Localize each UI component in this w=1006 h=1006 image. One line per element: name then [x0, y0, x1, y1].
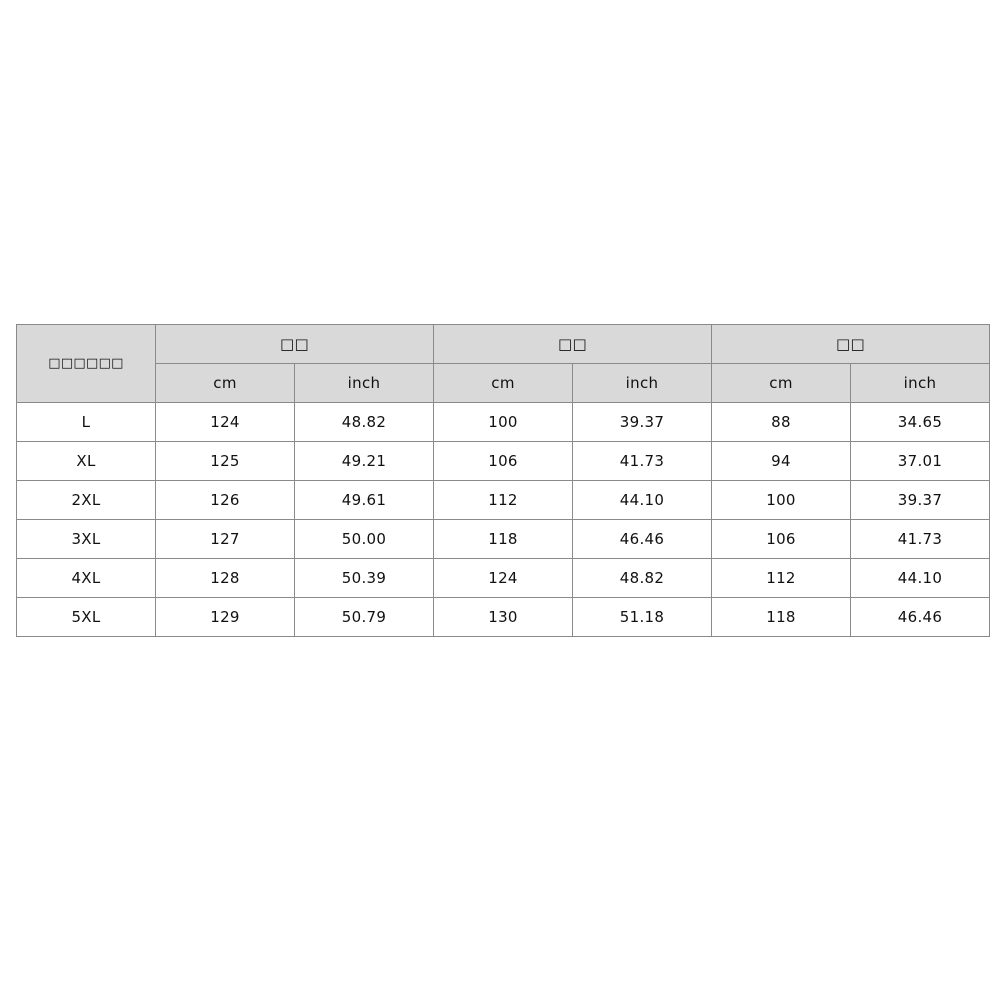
- value-cell: 94: [712, 442, 851, 481]
- value-cell: 88: [712, 403, 851, 442]
- group-header-cell: □□: [434, 325, 712, 364]
- unit-header-cell: cm: [434, 364, 573, 403]
- value-cell: 100: [712, 481, 851, 520]
- size-cell: XL: [17, 442, 156, 481]
- value-cell: 39.37: [851, 481, 990, 520]
- value-cell: 112: [712, 559, 851, 598]
- group-header-cell: □□: [156, 325, 434, 364]
- size-header-cell: □□□□□□: [17, 325, 156, 403]
- value-cell: 37.01: [851, 442, 990, 481]
- table-row: [17, 598, 990, 637]
- size-cell: 5XL: [17, 598, 156, 637]
- value-cell: 106: [712, 520, 851, 559]
- size-cell: 3XL: [17, 520, 156, 559]
- unit-header-cell: cm: [712, 364, 851, 403]
- value-cell: 49.61: [295, 481, 434, 520]
- table-row: [17, 442, 990, 481]
- value-cell: 129: [156, 598, 295, 637]
- value-cell: 51.18: [573, 598, 712, 637]
- value-cell: 46.46: [851, 598, 990, 637]
- size-cell: 4XL: [17, 559, 156, 598]
- value-cell: 41.73: [851, 520, 990, 559]
- value-cell: 130: [434, 598, 573, 637]
- value-cell: 127: [156, 520, 295, 559]
- size-cell: L: [17, 403, 156, 442]
- value-cell: 124: [434, 559, 573, 598]
- value-cell: 128: [156, 559, 295, 598]
- group-header-cell: □□: [712, 325, 990, 364]
- table-row: [17, 481, 990, 520]
- table-header-row-groups: [17, 325, 990, 364]
- value-cell: 48.82: [295, 403, 434, 442]
- value-cell: 126: [156, 481, 295, 520]
- value-cell: 34.65: [851, 403, 990, 442]
- table-row: [17, 559, 990, 598]
- value-cell: 124: [156, 403, 295, 442]
- unit-header-cell: cm: [156, 364, 295, 403]
- value-cell: 106: [434, 442, 573, 481]
- table-row: [17, 520, 990, 559]
- value-cell: 118: [712, 598, 851, 637]
- value-cell: 100: [434, 403, 573, 442]
- value-cell: 50.00: [295, 520, 434, 559]
- value-cell: 50.39: [295, 559, 434, 598]
- value-cell: 41.73: [573, 442, 712, 481]
- value-cell: 44.10: [573, 481, 712, 520]
- table-header-row-units: [17, 364, 990, 403]
- value-cell: 48.82: [573, 559, 712, 598]
- table-row: [17, 403, 990, 442]
- value-cell: 50.79: [295, 598, 434, 637]
- value-cell: 112: [434, 481, 573, 520]
- value-cell: 125: [156, 442, 295, 481]
- value-cell: 46.46: [573, 520, 712, 559]
- value-cell: 118: [434, 520, 573, 559]
- value-cell: 49.21: [295, 442, 434, 481]
- value-cell: 44.10: [851, 559, 990, 598]
- unit-header-cell: inch: [295, 364, 434, 403]
- unit-header-cell: inch: [851, 364, 990, 403]
- value-cell: 39.37: [573, 403, 712, 442]
- size-cell: 2XL: [17, 481, 156, 520]
- size-chart-table: [16, 324, 990, 637]
- unit-header-cell: inch: [573, 364, 712, 403]
